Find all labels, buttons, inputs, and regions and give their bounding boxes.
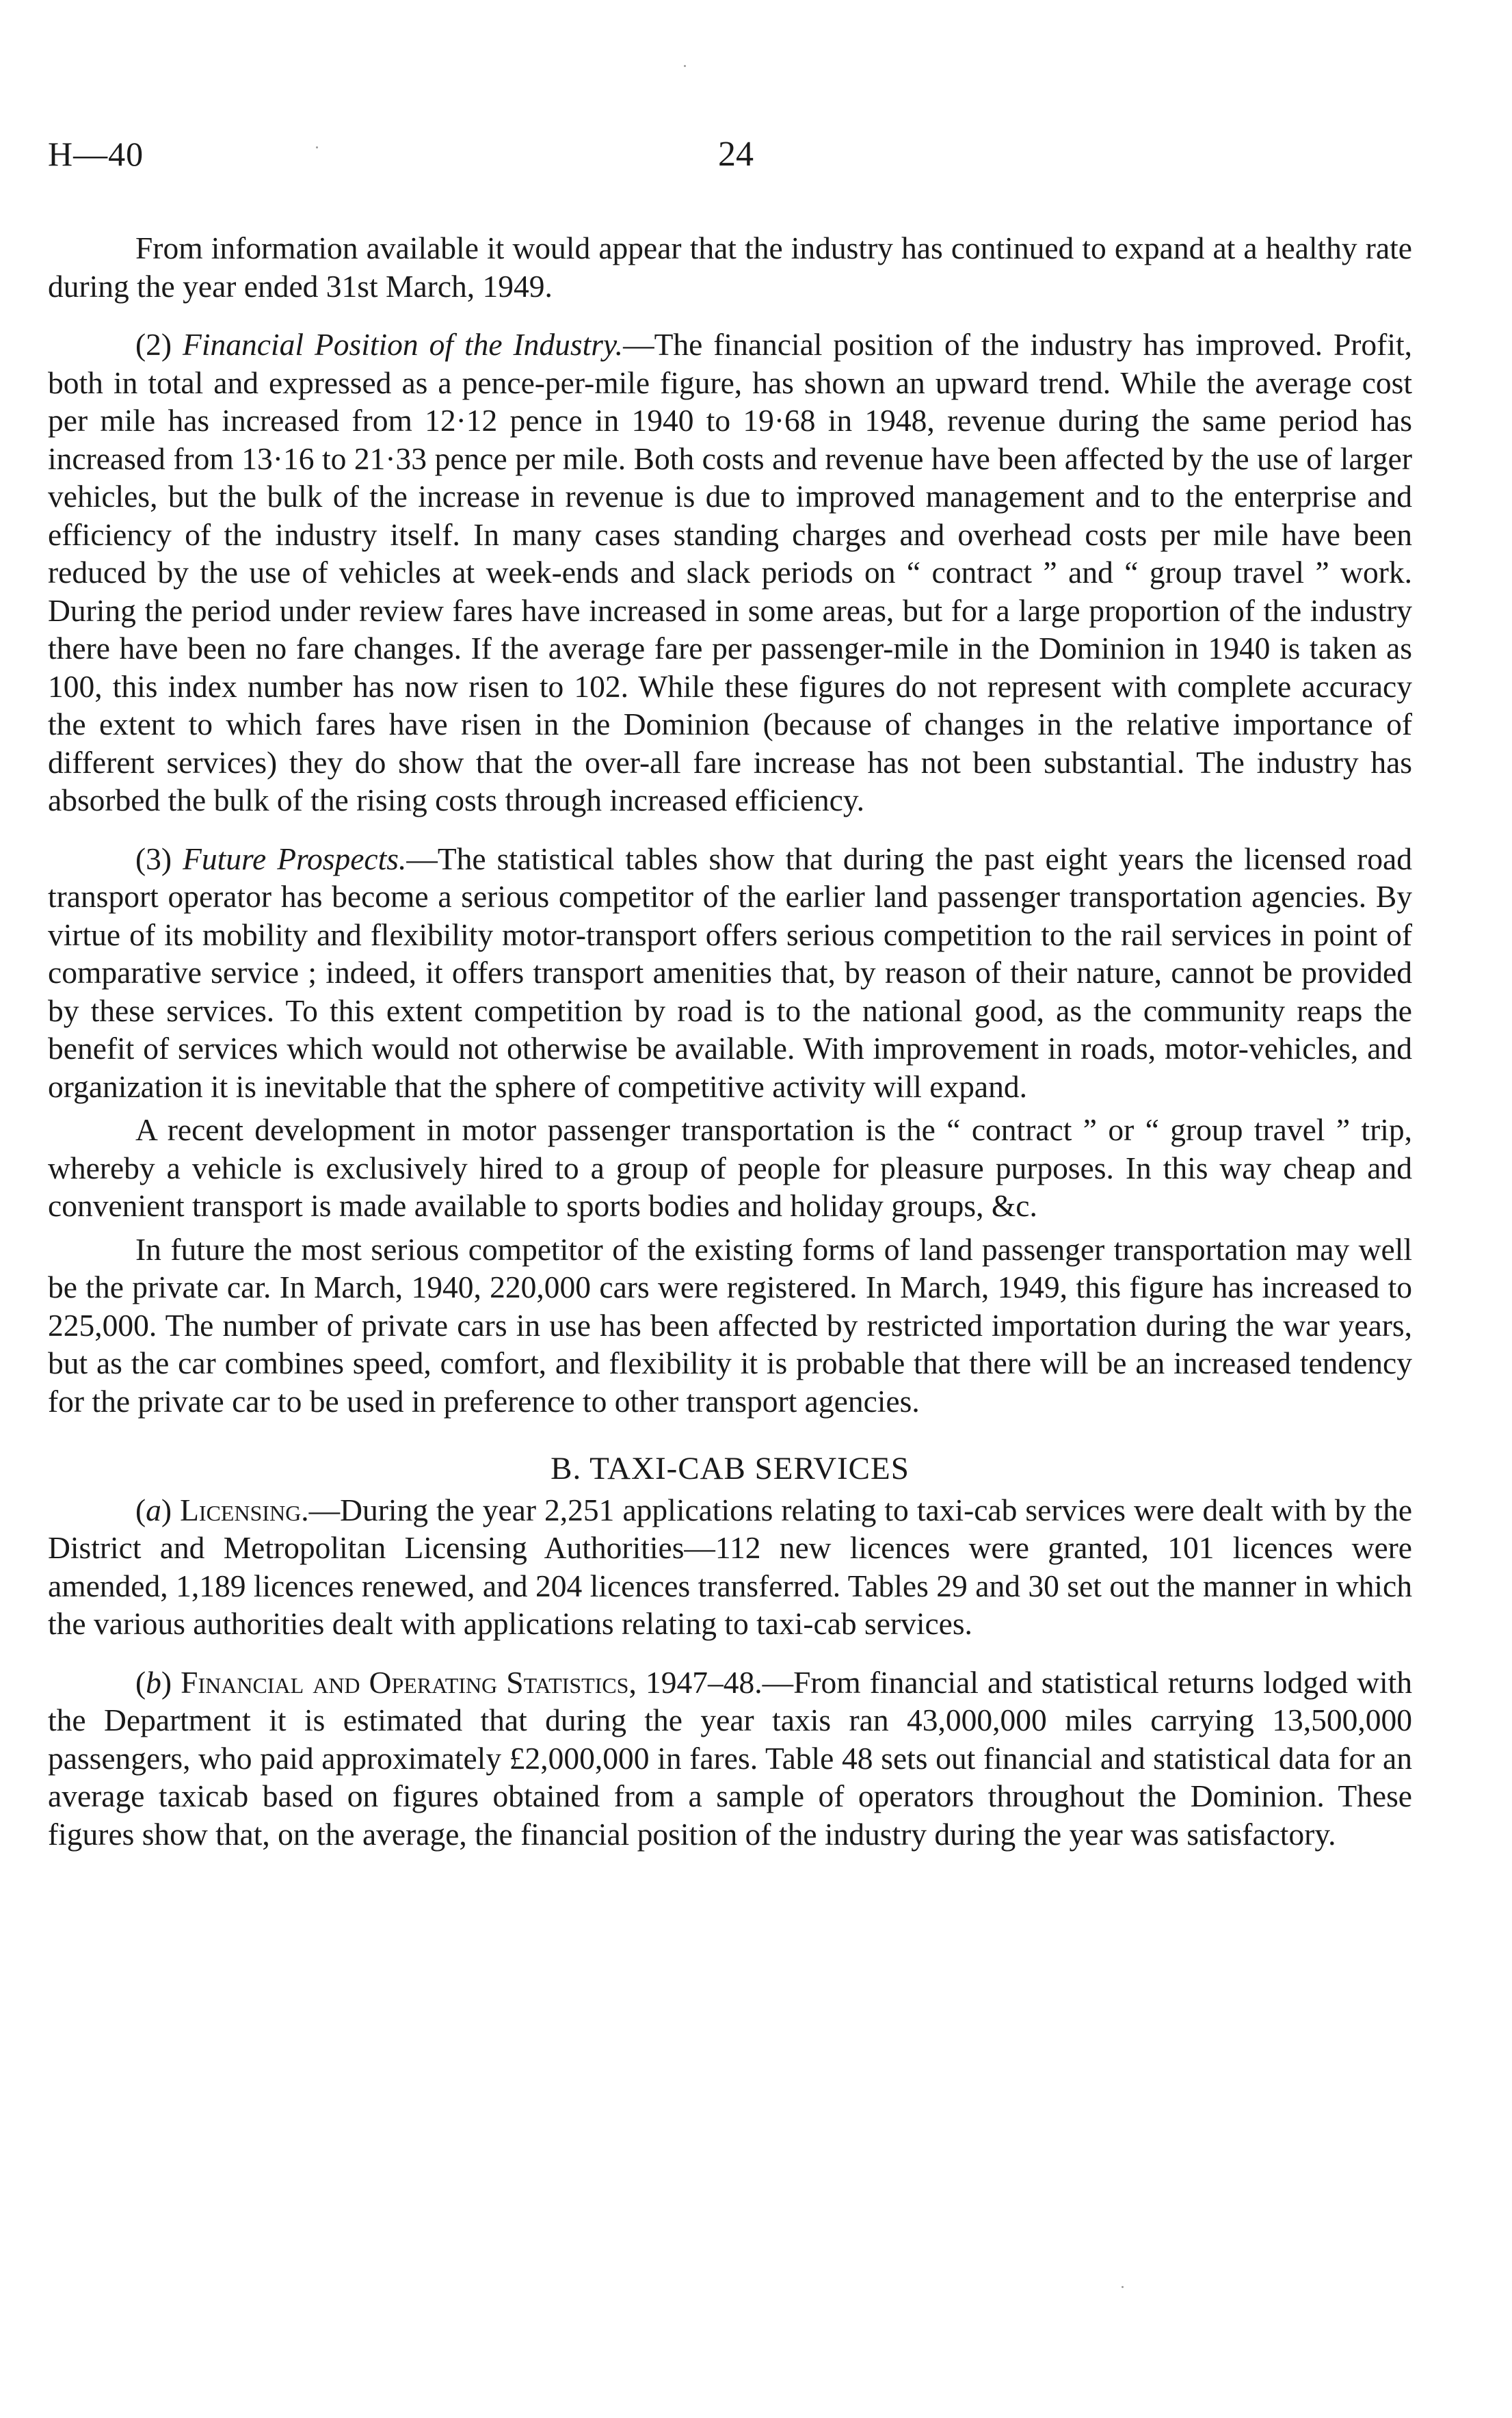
document-reference: H—40: [48, 135, 144, 173]
page-header: [48, 134, 1416, 182]
future-prospects-heading: Future Prospects.: [183, 841, 407, 876]
financial-position-text: —The financial position of the industry has improved. Profit, both in total and expressed as a pence-per-mile figure, has shown an upward trend. While the average cost per mile has increased from 12·12 pence in 1940 to 19·68 in 1948, revenue during the same period has increased from 13·16 to 21·33 pence per mile. Both costs and revenue have been affected by the use of larger vehicles, but the bulk of the increase in revenue is due to improved management and to the enterprise and efficiency of the industry itself. In many cases standing charges and overhead costs per mile have been reduced by the use of vehicles at week-ends and slack periods on “ contract ” and “ group travel ” work. During the period under review fares have increased in some areas, but for a large proportion of the industry there have been no fare changes. If the average fare per passenger-mile in the Dominion in 1940 is taken as 100, this index number has now risen to 102. While these figures do not represent with complete accuracy the extent to which fares have risen in the Dominion (because of changes in the relative importance of different services) they do show that the over-all fare increase has not been substantial. The industry has absorbed the bulk of the rising costs through increased efficiency.: [48, 327, 1412, 817]
intro-paragraph: From information available it would appear that the industry has continued to expand at a healthy rate during the year ended 31st March, 1949.: [48, 231, 1412, 304]
financial-position-paragraph: [48, 326, 1412, 819]
section-title: B. TAXI-CAB SERVICES: [551, 1451, 910, 1486]
statistics-heading: Financial and Operating Statistics: [181, 1664, 629, 1700]
future-prospects-text: —The statistical tables show that during the past eight years the licensed road transport operator has become a serious competitor of the earlier land passenger transportation agencies. By virtue of its mobility and flexibility motor-transport offers serious competition to the rail services in point of comparative service ; indeed, it offers transport amenities that, by reason of their nature, cannot be provided by these services. To this extent competition by road is to the national good, as the community reaps the benefit of services which would not otherwise be available. With improvement in roads, motor-vehicles, and organization it is inevitable that the sphere of competitive activity will expand.: [48, 841, 1412, 1104]
licensing-heading: Licensing.: [180, 1492, 309, 1527]
statistics-letter: b: [146, 1664, 161, 1700]
licensing-label: (a): [135, 1492, 172, 1527]
statistics-text: —From financial and statistical returns lodged with the Department it is estimated that during the year taxis ran 43,000,000 miles carrying 13,500,000 passengers, who paid approximately £2,000,000 in fares. Table 48 sets out financial and statistical data for an average taxicab based on figures obtained from a sample of operators throughout the Dominion. These figures show that, on the average, the financial position of the industry during the year was satisfactory.: [48, 1664, 1413, 1852]
licensing-paragraph: [48, 1491, 1412, 1643]
future-prospects-number: (3): [135, 841, 183, 876]
body-text: [48, 229, 1412, 1853]
statistics-year: , 1947–48.: [628, 1664, 762, 1700]
licensing-letter: a: [146, 1492, 161, 1527]
scan-speck: [684, 65, 686, 67]
future-prospects-paragraph: [48, 840, 1412, 1106]
statistics-paragraph: [48, 1664, 1412, 1854]
scan-speck: [1122, 2286, 1124, 2288]
page-number: 24: [718, 135, 754, 174]
financial-position-number: (2): [135, 327, 183, 362]
financial-position-heading: Financial Position of the Industry.: [183, 327, 624, 362]
group-travel-paragraph: A recent development in motor passenger transportation is the “ contract ” or “ group travel ” trip, whereby a vehicle is exclusively hired to a group of people for pleasure purposes. In this way cheap and convenient transport is made available to sports bodies and holiday groups, &c.: [48, 1112, 1412, 1223]
private-car-paragraph: In future the most serious competitor of the existing forms of land passenger transportation may well be the private car. In March, 1940, 220,000 cars were registered. In March, 1949, this figure has increased to 225,000. The number of private cars in use has been affected by restricted importation during the war years, but as the car combines speed, comfort, and flexibility it is probable that there will be an increased tendency for the private car to be used in preference to other transport agencies.: [48, 1231, 1412, 1419]
statistics-label: (b): [135, 1664, 172, 1700]
licensing-text: —During the year 2,251 applications relating to taxi-cab services were dealt with by the District and Metropolitan Licensing Authorities—112 new licences were granted, 101 licences were amended, 1,189 licences renewed, and 204 licences transferred. Tables 29 and 30 set out the manner in which the various authorities dealt with applications relating to taxi-cab services.: [48, 1492, 1413, 1641]
